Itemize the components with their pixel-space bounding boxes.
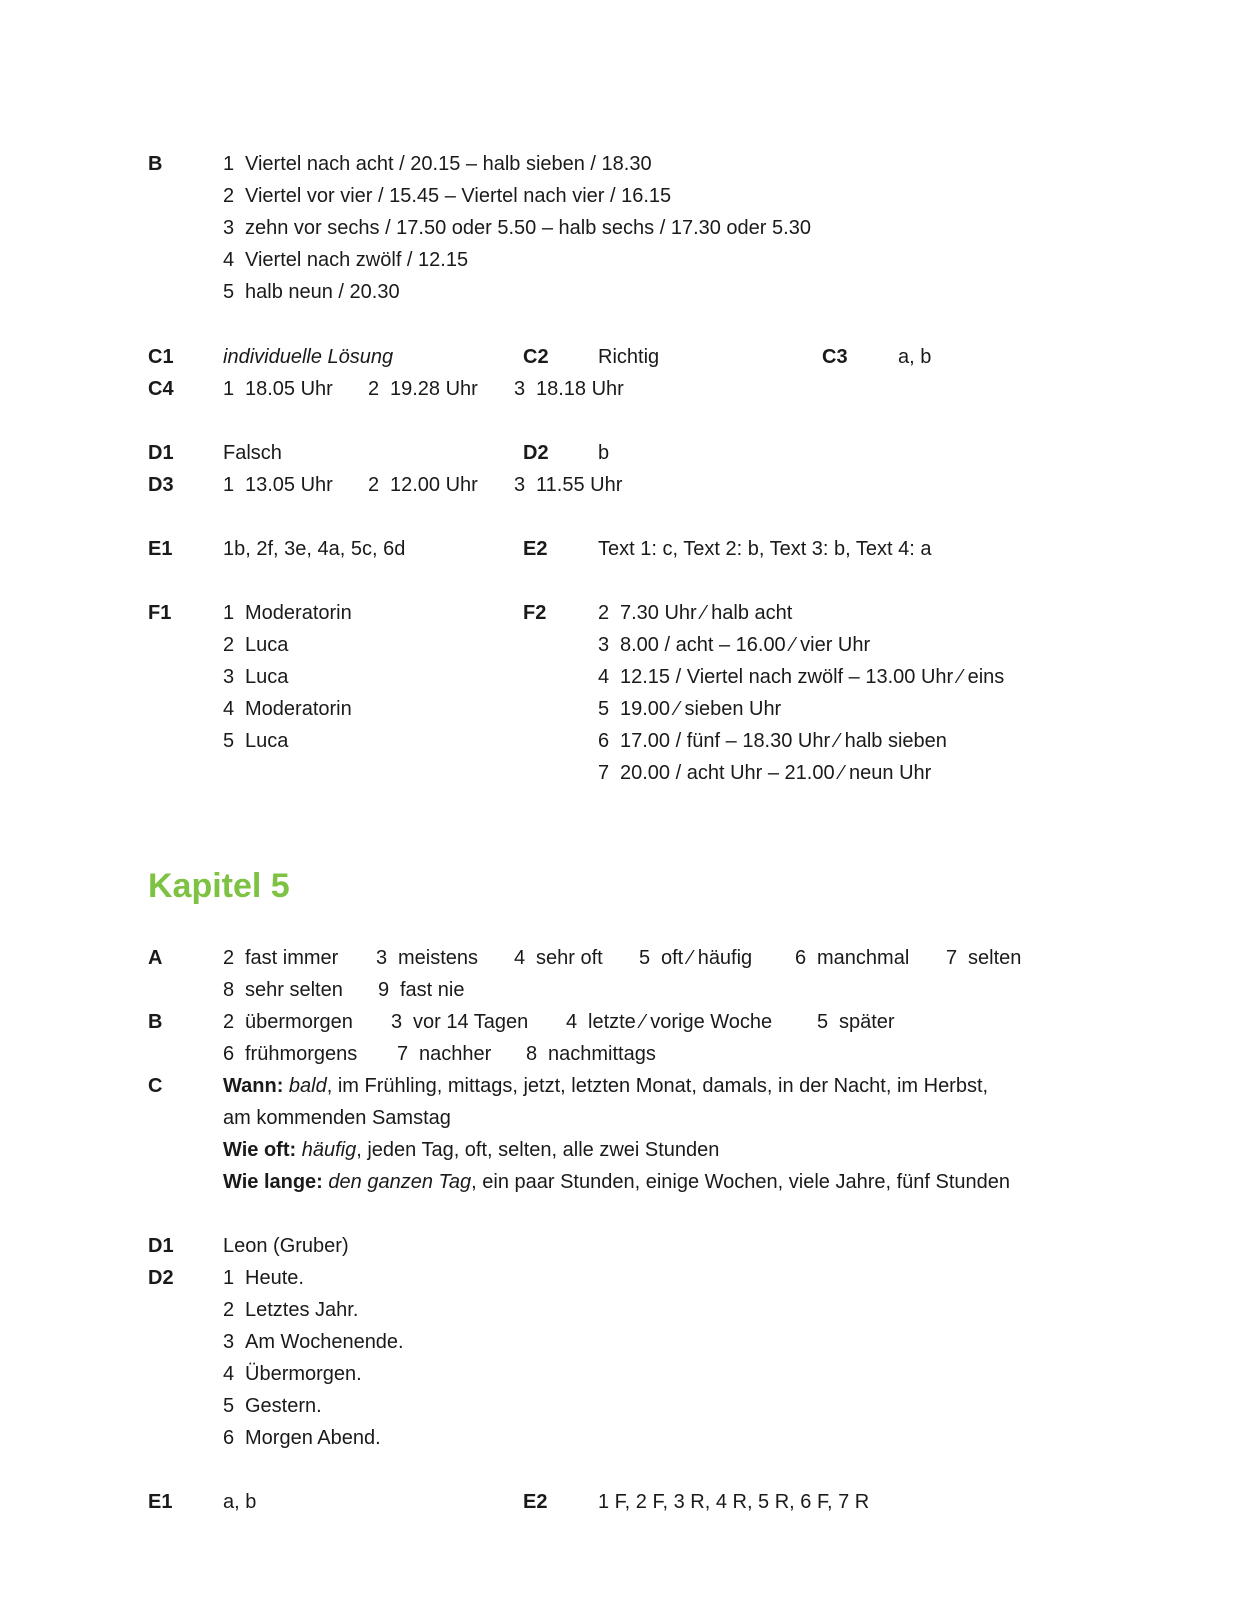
d3-label: D3 — [148, 474, 174, 496]
e2-label: E2 — [523, 538, 548, 560]
k5-d2-label: D2 — [148, 1267, 174, 1289]
chapter-title: Kapitel 5 — [148, 867, 290, 905]
c4-label: C4 — [148, 378, 174, 400]
k5-d2-item: 3 Am Wochenende. — [223, 1331, 404, 1353]
k5-b-item: 8 nachmittags — [526, 1043, 656, 1065]
k5-a-item: 7 selten — [946, 947, 1022, 969]
c1-label: C1 — [148, 346, 174, 368]
k5-a-item: 4 sehr oft — [514, 947, 603, 969]
k5-c-wann: Wann: bald, im Frühling, mittags, jetzt, letzten Monat, damals, in der Nacht, im Herbst, — [223, 1075, 989, 1097]
k5-a-item: 2 fast immer — [223, 947, 339, 969]
k5-d1-answer: Leon (Gruber) — [223, 1235, 349, 1257]
f1-item: 2 Luca — [223, 634, 289, 656]
k5-e2-label: E2 — [523, 1491, 548, 1513]
k5-a-item: 8 sehr selten — [223, 979, 343, 1001]
k5-b-item: 3 vor 14 Tagen — [391, 1011, 529, 1033]
k5-a-item: 3 meistens — [376, 947, 479, 969]
section-b-label: B — [148, 153, 163, 175]
c4-item: 3 18.18 Uhr — [514, 378, 624, 400]
k5-a-item: 6 manchmal — [795, 947, 910, 969]
f2-item: 6 17.00 / fünf – 18.30 Uhr ⁄ halb sieben — [598, 730, 947, 752]
k5-b-item: 2 übermorgen — [223, 1011, 353, 1033]
k5-d2-item: 6 Morgen Abend. — [223, 1427, 381, 1449]
f1-item: 5 Luca — [223, 730, 289, 752]
f1-item: 1 Moderatorin — [223, 602, 352, 624]
k5-c-wann-line2: am kommenden Samstag — [223, 1107, 451, 1129]
k5-b-item: 6 frühmorgens — [223, 1043, 358, 1065]
k5-d2-item: 1 Heute. — [223, 1267, 304, 1289]
c4-item: 1 18.05 Uhr — [223, 378, 333, 400]
d3-item: 2 12.00 Uhr — [368, 474, 478, 496]
e1-label: E1 — [148, 538, 173, 560]
k5-e1-label: E1 — [148, 1491, 173, 1513]
f1-item: 3 Luca — [223, 666, 289, 688]
k5-c-wie-lange: Wie lange: den ganzen Tag, ein paar Stunden, einige Wochen, viele Jahre, fünf Stunden — [223, 1171, 1011, 1193]
k5-b-label: B — [148, 1011, 163, 1033]
f1-label: F1 — [148, 602, 172, 624]
f2-item: 5 19.00 ⁄ sieben Uhr — [598, 698, 782, 720]
section-b-item: 1 Viertel nach acht / 20.15 – halb sieben / 18.30 — [223, 153, 652, 175]
k5-a-item: 5 oft ⁄ häufig — [639, 947, 753, 969]
f2-item: 7 20.00 / acht Uhr – 21.00 ⁄ neun Uhr — [598, 762, 932, 784]
k5-b-item: 5 später — [817, 1011, 895, 1033]
d2-label: D2 — [523, 442, 549, 464]
f2-item: 4 12.15 / Viertel nach zwölf – 13.00 Uhr ⁄ eins — [598, 666, 1005, 688]
k5-c-label: C — [148, 1075, 163, 1097]
k5-a-item: 9 fast nie — [378, 979, 465, 1001]
c2-label: C2 — [523, 346, 549, 368]
f2-item: 3 8.00 / acht – 16.00 ⁄ vier Uhr — [598, 634, 871, 656]
c4-item: 2 19.28 Uhr — [368, 378, 478, 400]
d2-answer: b — [598, 442, 610, 464]
e1-answer: 1b, 2f, 3e, 4a, 5c, 6d — [223, 538, 406, 560]
section-b-item: 4 Viertel nach zwölf / 12.15 — [223, 249, 469, 271]
section-b-item: 2 Viertel vor vier / 15.45 – Viertel nach vier / 16.15 — [223, 185, 672, 207]
c1-answer: individuelle Lösung — [223, 346, 394, 368]
k5-d2-item: 4 Übermorgen. — [223, 1363, 362, 1385]
k5-c-wie-oft: Wie oft: häufig, jeden Tag, oft, selten, alle zwei Stunden — [223, 1139, 720, 1161]
d3-item: 1 13.05 Uhr — [223, 474, 333, 496]
f2-item: 2 7.30 Uhr ⁄ halb acht — [598, 602, 793, 624]
e2-answer: Text 1: c, Text 2: b, Text 3: b, Text 4: a — [598, 538, 932, 560]
k5-b-item: 7 nachher — [397, 1043, 492, 1065]
k5-a-label: A — [148, 947, 163, 969]
d3-item: 3 11.55 Uhr — [514, 474, 623, 496]
f2-label: F2 — [523, 602, 547, 624]
c2-answer: Richtig — [598, 346, 660, 368]
section-b-item: 3 zehn vor sechs / 17.50 oder 5.50 – halb sechs / 17.30 oder 5.30 — [223, 217, 811, 239]
c3-answer: a, b — [898, 346, 932, 368]
k5-e2-answer: 1 F, 2 F, 3 R, 4 R, 5 R, 6 F, 7 R — [598, 1491, 870, 1513]
k5-d2-item: 5 Gestern. — [223, 1395, 322, 1417]
c3-label: C3 — [822, 346, 848, 368]
k5-b-item: 4 letzte ⁄ vorige Woche — [566, 1011, 773, 1033]
d1-answer: Falsch — [223, 442, 282, 464]
f1-item: 4 Moderatorin — [223, 698, 352, 720]
section-b-item: 5 halb neun / 20.30 — [223, 281, 400, 303]
k5-e1-answer: a, b — [223, 1491, 257, 1513]
k5-d2-item: 2 Letztes Jahr. — [223, 1299, 359, 1321]
k5-d1-label: D1 — [148, 1235, 174, 1257]
d1-label: D1 — [148, 442, 174, 464]
